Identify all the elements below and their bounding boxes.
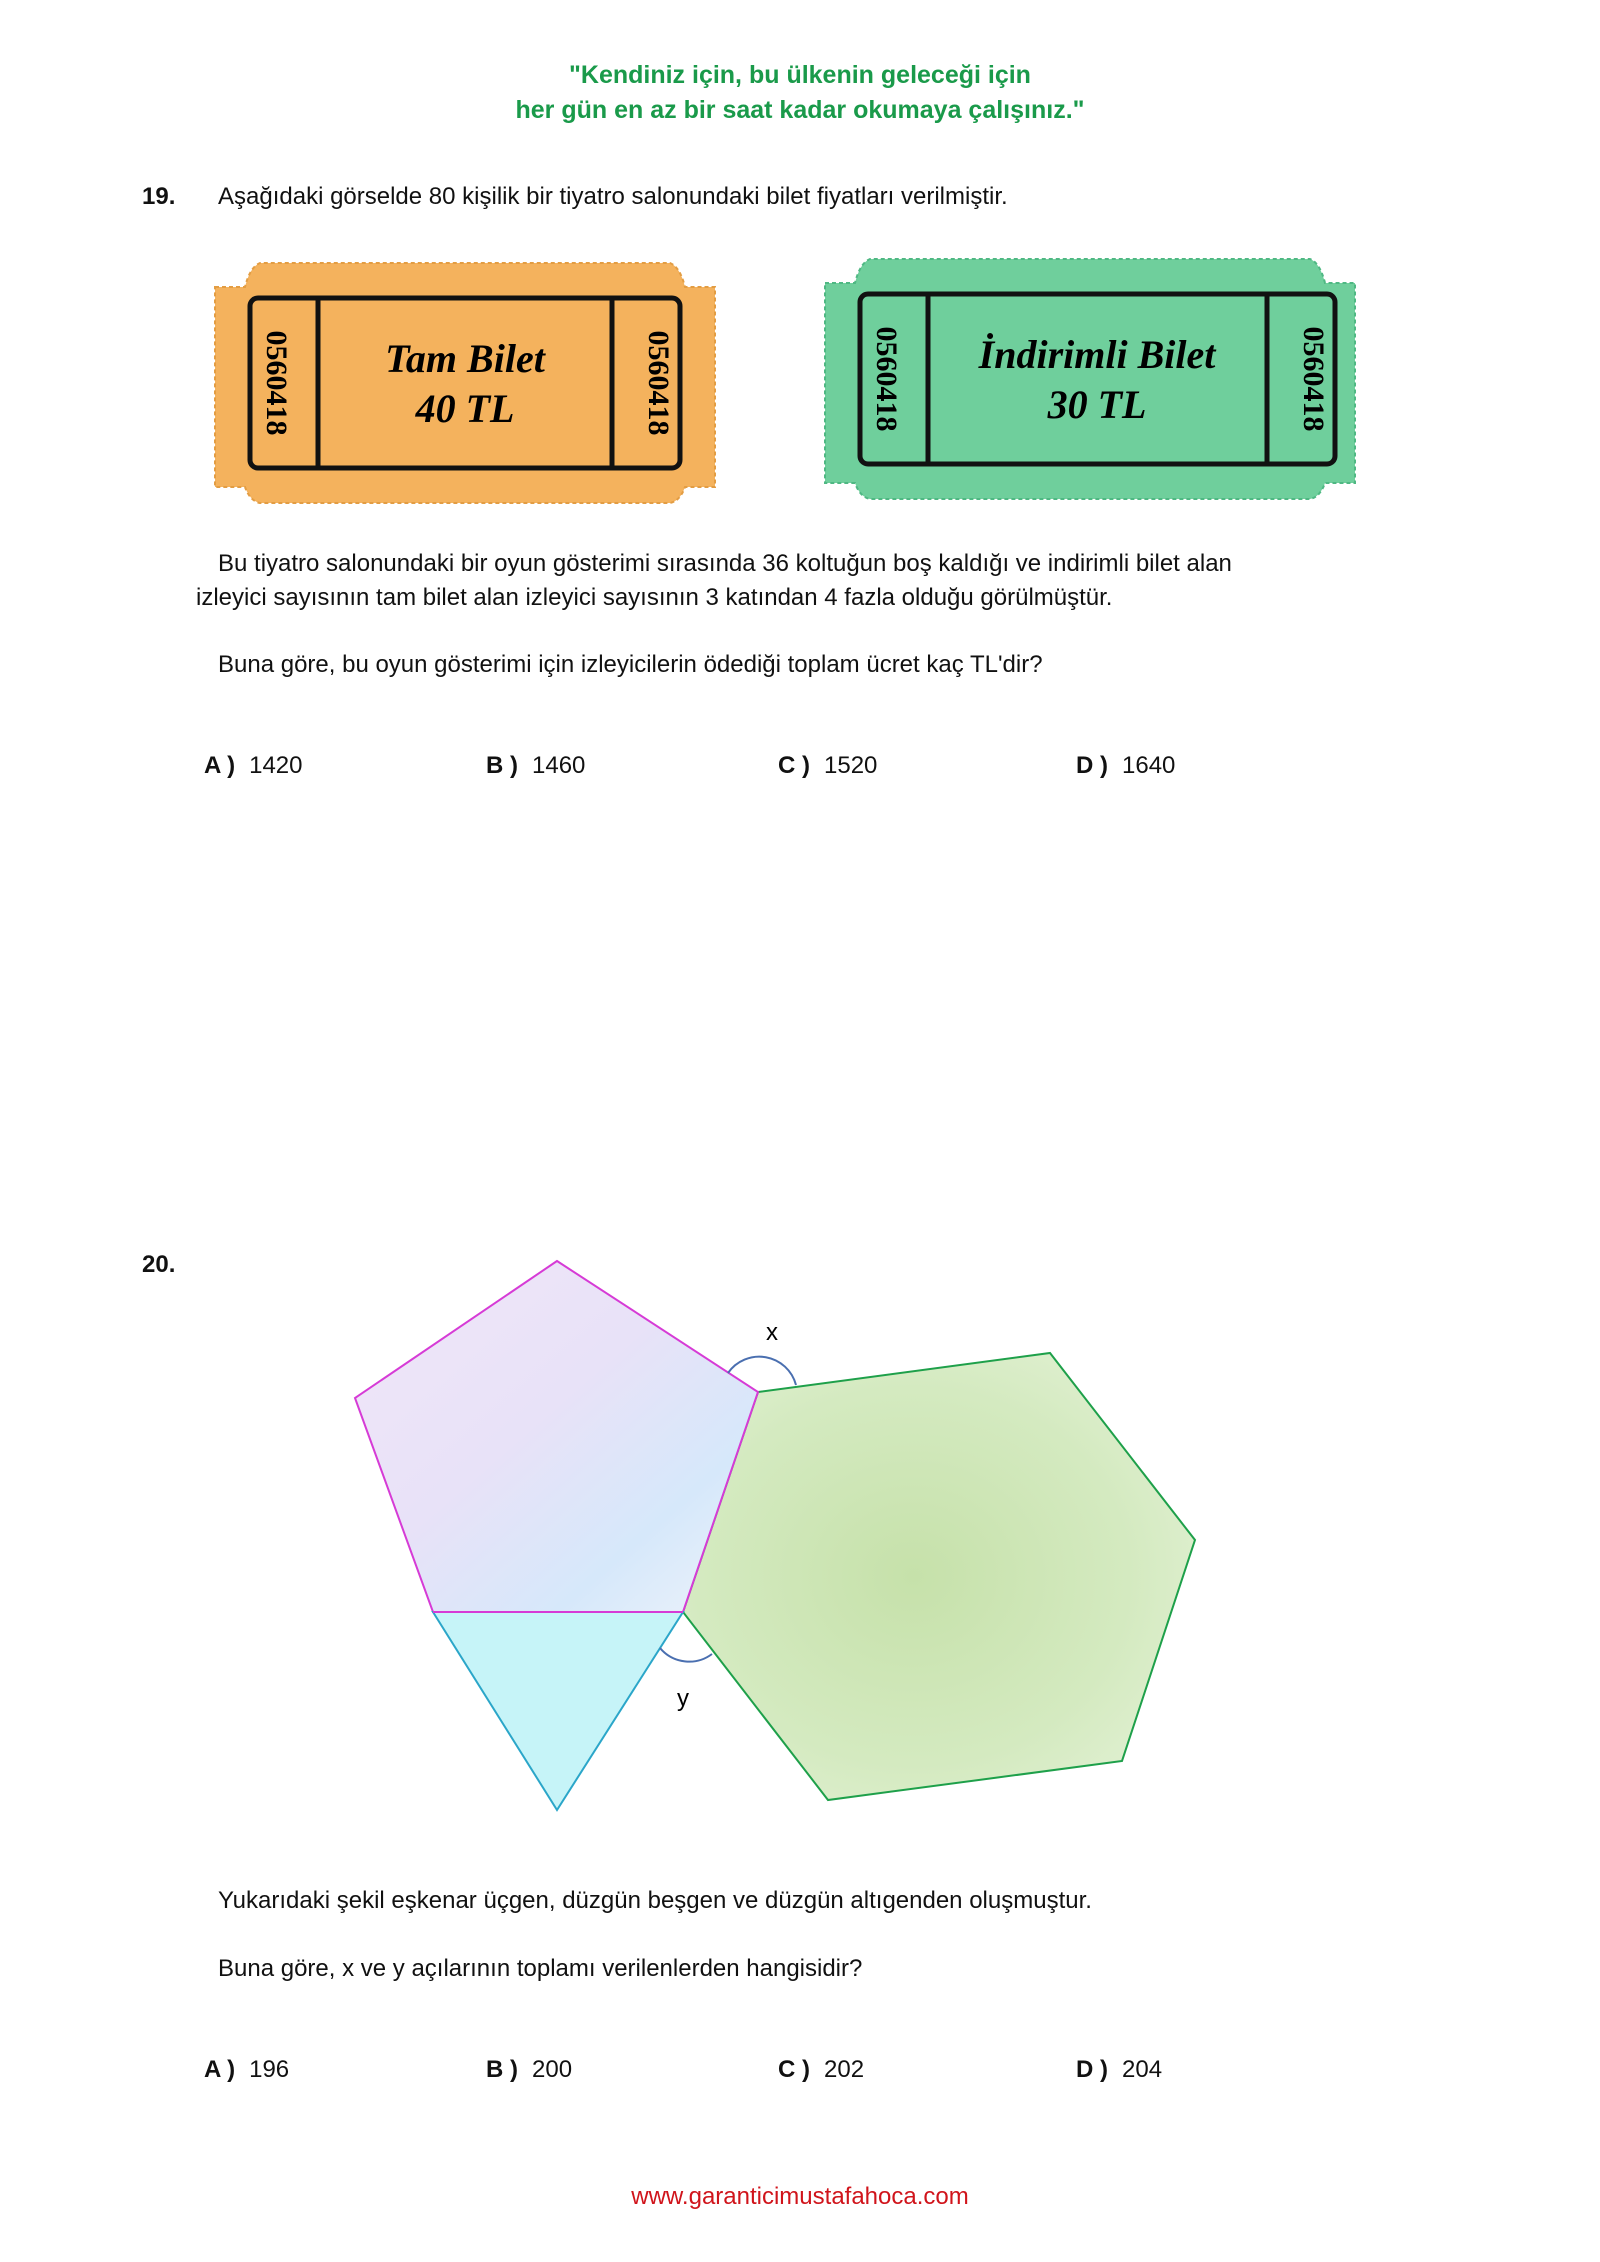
q19-option-c-value: 1520 <box>824 752 878 779</box>
ticket-full-price: 40 TL <box>415 386 515 431</box>
q20-option-b-value: 200 <box>532 2056 573 2083</box>
q20-option-c-value: 202 <box>824 2056 865 2083</box>
q20-option-b[interactable] <box>486 2056 572 2084</box>
ticket-discount-price: 30 TL <box>1047 382 1147 427</box>
ticket-discount-serial-right: 0560418 <box>1297 326 1331 432</box>
q20-option-d-label: D ) <box>1076 2056 1108 2083</box>
q20-option-a[interactable] <box>204 2056 289 2084</box>
motto-line-2: her gün en az bir saat kadar okumaya çalışınız." <box>515 96 1085 124</box>
question-20-number: 20. <box>142 1251 176 1278</box>
q19-option-d-value: 1640 <box>1122 752 1176 779</box>
q20-option-d[interactable] <box>1076 2056 1162 2084</box>
question-19-intro: Aşağıdaki görselde 80 kişilik bir tiyatro salonundaki bilet fiyatları verilmiştir. <box>218 183 1008 210</box>
triangle-shape <box>433 1612 683 1810</box>
q19-option-b-label: B ) <box>486 752 518 779</box>
q19-option-b-value: 1460 <box>532 752 586 779</box>
q20-option-b-label: B ) <box>486 2056 518 2083</box>
q20-option-c[interactable] <box>778 2056 864 2084</box>
angle-x-label: x <box>766 1319 778 1346</box>
angle-y-label: y <box>677 1685 689 1712</box>
q20-option-a-label: A ) <box>204 2056 236 2083</box>
q19-option-c-label: C ) <box>778 752 810 779</box>
motto-line-1: "Kendiniz için, bu ülkenin geleceği için <box>569 61 1031 89</box>
ticket-full-title: Tam Bilet <box>385 336 545 381</box>
question-20-question: Buna göre, x ve y açılarının toplamı verilenlerden hangisidir? <box>218 1955 863 1982</box>
q20-option-c-label: C ) <box>778 2056 810 2083</box>
ticket-full-serial-right: 0560418 <box>642 330 676 436</box>
ticket-full-serial-left: 0560418 <box>260 330 294 436</box>
q19-option-d-label: D ) <box>1076 752 1108 779</box>
q19-option-a-label: A ) <box>204 752 236 779</box>
angle-y-arc <box>660 1648 712 1662</box>
q20-option-d-value: 204 <box>1122 2056 1163 2083</box>
question-19-para-line-2: izleyici sayısının tam bilet alan izleyici sayısının 3 katından 4 fazla olduğu görülmüştür. <box>196 584 1113 611</box>
question-19-question: Buna göre, bu oyun gösterimi için izleyicilerin ödediği toplam ücret kaç TL'dir? <box>218 651 1043 678</box>
question-19-para-line-1: Bu tiyatro salonundaki bir oyun gösterimi sırasında 36 koltuğun boş kaldığı ve indirimli bilet alan <box>218 550 1232 577</box>
question-20-description: Yukarıdaki şekil eşkenar üçgen, düzgün beşgen ve düzgün altıgenden oluşmuştur. <box>218 1887 1092 1914</box>
hexagon-shape <box>683 1353 1195 1800</box>
q19-option-a-value: 1420 <box>249 752 303 779</box>
question-19-number: 19. <box>142 183 176 210</box>
ticket-discount-title: İndirimli Bilet <box>978 332 1216 377</box>
q20-option-a-value: 196 <box>249 2056 290 2083</box>
footer-url[interactable]: www.garanticimustafahoca.com <box>631 2183 969 2210</box>
ticket-discount-serial-left: 0560418 <box>870 326 904 432</box>
pentagon-shape <box>355 1261 758 1612</box>
